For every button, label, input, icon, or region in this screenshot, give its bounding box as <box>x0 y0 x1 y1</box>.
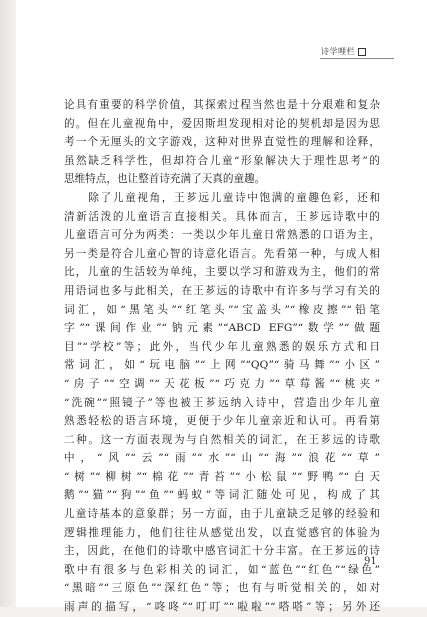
body-text <box>64 96 380 617</box>
text-line: 儿童诗基本的意象群；另一方面，由于儿童缺乏足够的经验和 <box>64 508 380 521</box>
text-line: “黑暗”“三原色”“深红色”等；也有与听觉相关的，如对 <box>64 582 380 595</box>
text-line: 歌中有很多与色彩相关的词汇，如“蓝色”“红色”“绿色” <box>64 563 380 576</box>
text-line: 的。但在儿童视角中，爱因斯坦发现相对论的契机却是因为思 <box>64 117 380 130</box>
text-line: “树”“柳树”“棉花”“青苔”“小松鼠”“野鸭”“白天 <box>64 470 380 483</box>
page-number: 91 <box>364 556 377 567</box>
text-line: 虽然缺乏科学性，但却符合儿童“形象解决大于理性思考”的 <box>64 154 380 167</box>
book-spine-shadow <box>0 0 16 607</box>
header-rule <box>320 58 394 59</box>
text-line: 词汇，如“黑笔头”“红笔头”“宝盖头”“橡皮擦”“铅笔 <box>64 303 380 316</box>
text-line: 二种。这一方面表现为与自然相关的词汇，在王芗远的诗歌 <box>64 433 380 446</box>
text-line: “洗碗”“照镜子”等也被王芗远纳入诗中，营造出少年儿童 <box>64 396 380 409</box>
text-line: 考一个无厘头的文字游戏，这种对世界直觉性的理解和诠释， <box>64 136 380 149</box>
running-header-label: 诗学哩栏 <box>321 47 355 56</box>
text-line: 清新活泼的儿童语言直接相关。具体而言，王芗远诗歌中的 <box>64 210 380 223</box>
text-line: 熟悉轻松的语言环境，更便于少年儿童亲近和认可。再看第 <box>64 415 380 428</box>
text-line: 字”“课间作业”“钠元素”“ABCD EFG”“数学”“做题 <box>64 322 380 335</box>
text-line: 另一类是符合儿童心智的诗意化语言。先看第一种，与成人相 <box>64 247 380 260</box>
text-line: 儿童语言可分为两类：一类以少年儿童日常熟悉的口语为主， <box>64 229 380 242</box>
text-line: 雨声的描写，“咚咚”“叮叮”“啦啦”“嗒嗒”等；另外还 <box>64 601 380 614</box>
text-line: 目”“学校”等；此外，当代少年儿童熟悉的娱乐方式和日 <box>64 340 380 353</box>
text-line: “房子”“空调”“天花板”“巧克力”“草莓酱”“桃夹” <box>64 377 380 390</box>
text-line: 用语词也多与此相关，在王芗远的诗歌中有许多与学习有关的 <box>64 284 380 297</box>
running-header <box>321 46 393 57</box>
text-line: 比，儿童的生活较为单纯，主要以学习和游戏为主，他们的常 <box>64 266 380 279</box>
text-line: 除了儿童视角，王芗远儿童诗中饱满的童趣色彩，还和 <box>64 191 380 204</box>
text-line: 逻辑推理能力，他们往往从感觉出发，以直觉感官的体验为 <box>64 526 380 539</box>
text-line: 鹅”“猫”“狗”“鱼”“蚂蚁”等词汇随处可见，构成了其 <box>64 489 380 502</box>
text-line: 主，因此，在他们的诗歌中感官词汇十分丰富。在王芗远的诗 <box>64 545 380 558</box>
text-line: 论具有重要的科学价值，其探索过程当然也是十分艰难和复杂 <box>64 99 380 111</box>
text-line: 常词汇，如“玩电脑”“上网”“QQ”“骑马舞”“小区” <box>64 359 380 372</box>
header-ornament-icon <box>358 48 366 56</box>
text-line: 思维特点，也让整首诗充满了天真的童趣。 <box>64 173 266 186</box>
text-line: 中，“风”“云”“雨”“水”“山”“海”“浪花”“草” <box>64 452 380 465</box>
